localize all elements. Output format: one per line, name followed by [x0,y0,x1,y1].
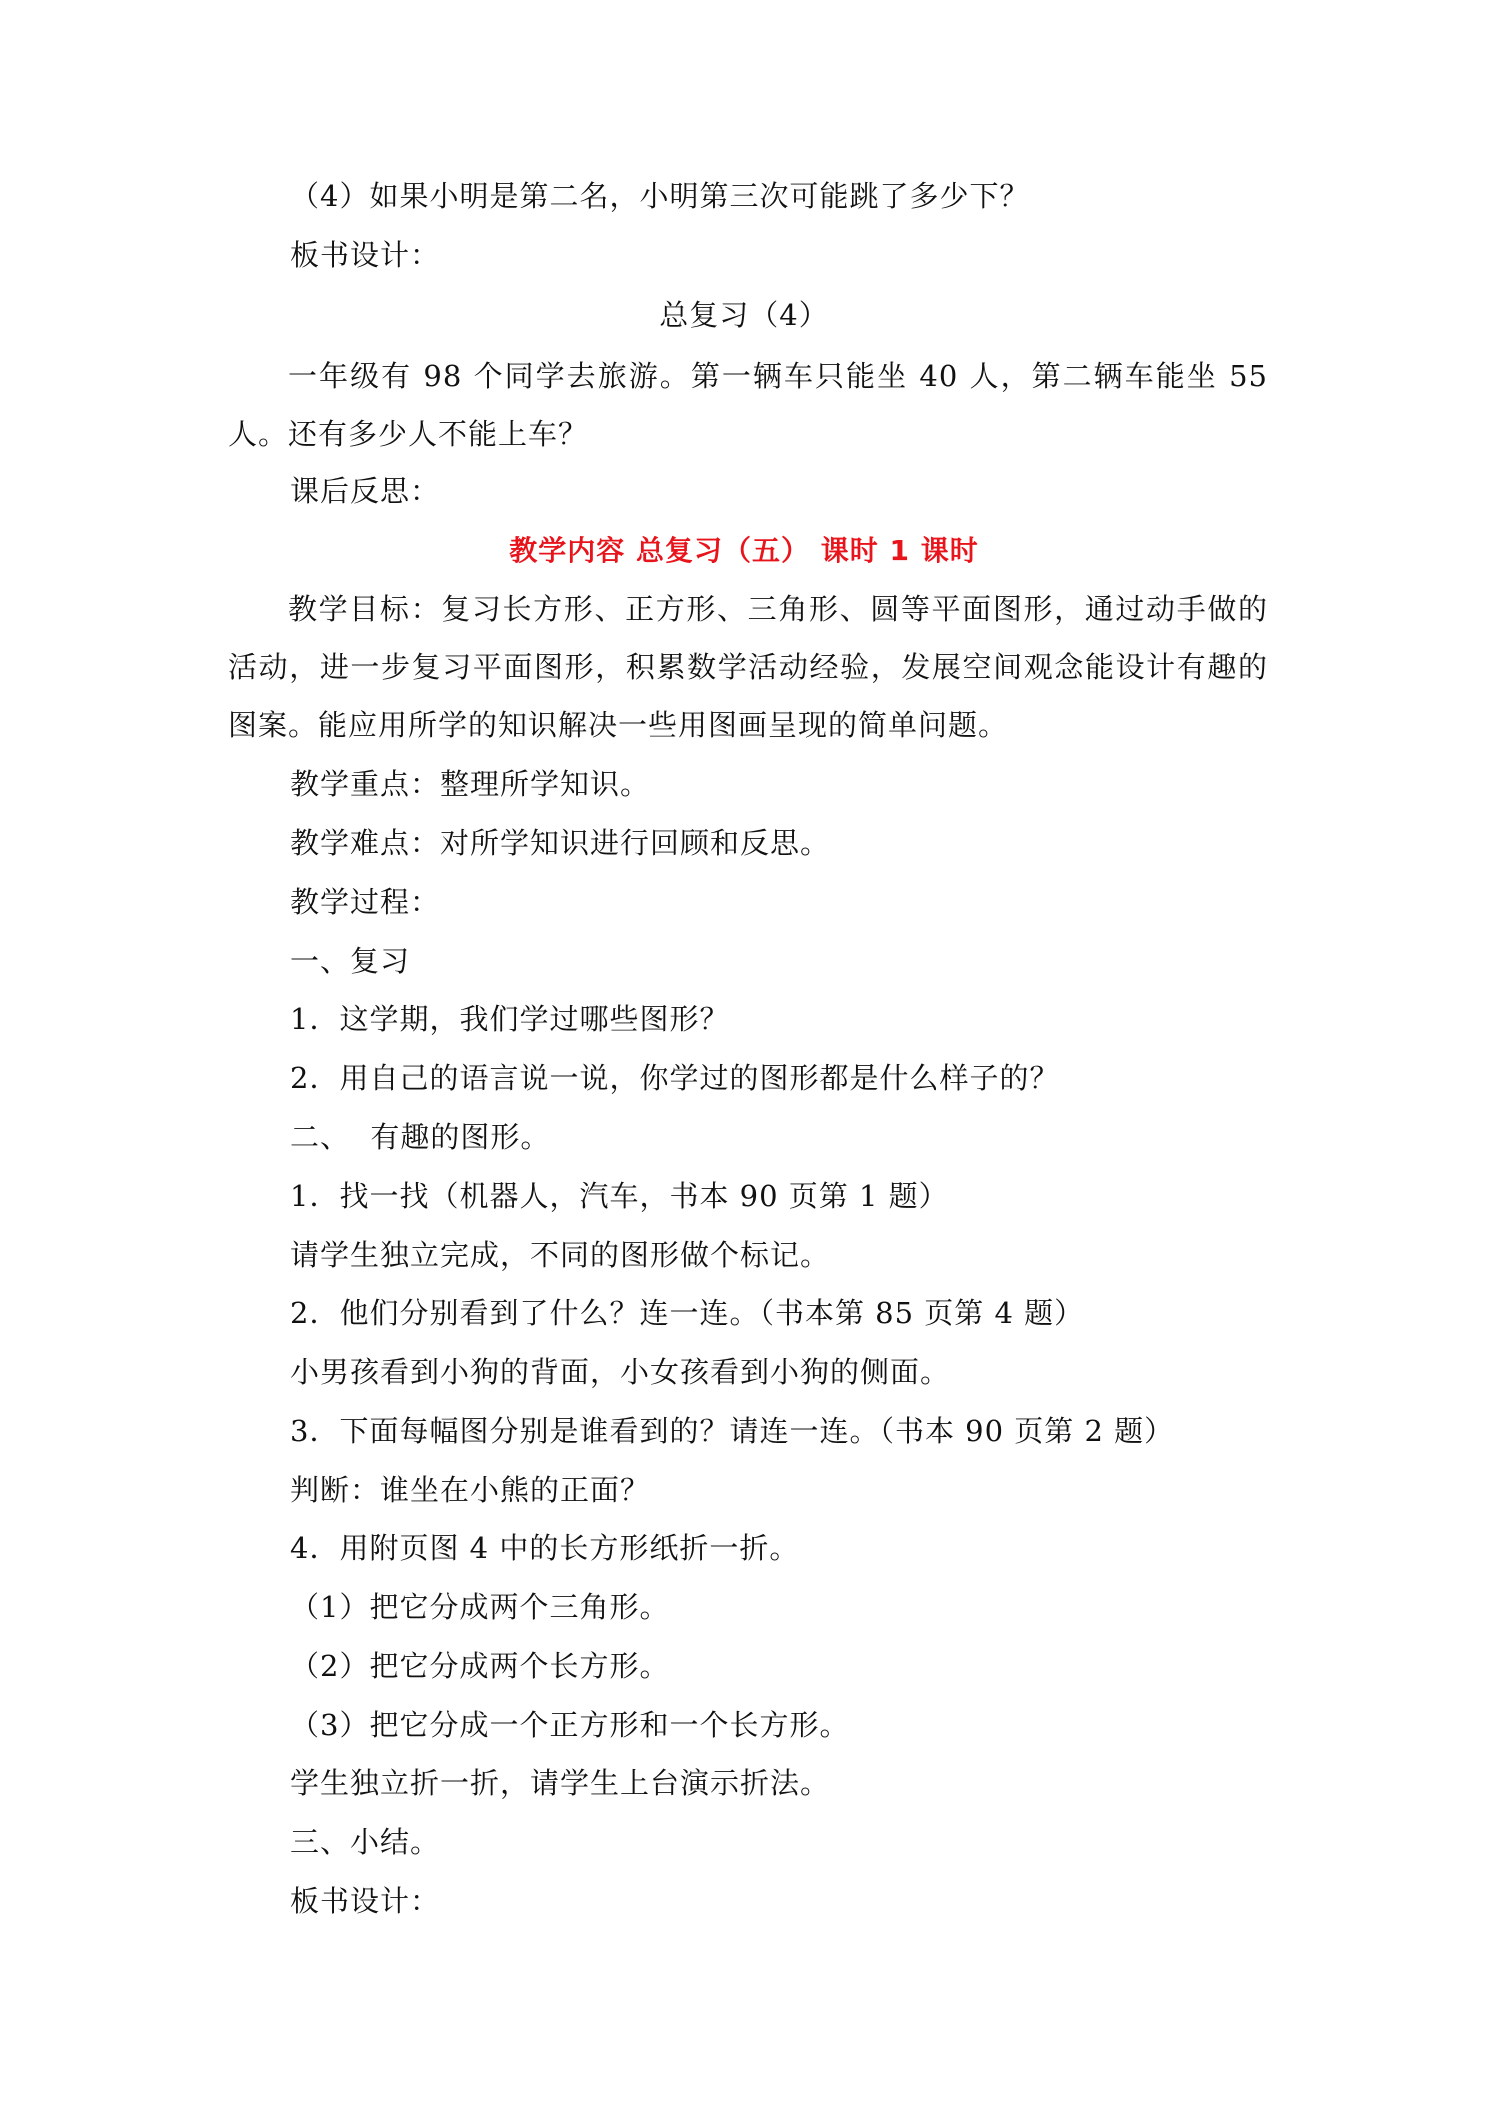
shapes-item-3: 3．下面每幅图分别是谁看到的？请连一连。（书本 90 页第 2 题） [290,1414,1175,1448]
board-design-label-2: 板书设计： [290,1884,441,1918]
shapes-item-4-sub-1: （1）把它分成两个三角形。 [290,1590,670,1624]
board-design-label: 板书设计： [290,238,441,272]
board-title: 总复习（4） [659,298,829,332]
section-summary-title: 三、小结。 [290,1825,441,1859]
section-shapes-title: 二、 有趣的图形。 [290,1120,551,1154]
key-points: 教学重点：整理所学知识。 [290,767,651,801]
shapes-item-4-sub-2: （2）把它分成两个长方形。 [290,1649,670,1683]
difficulties: 教学难点：对所学知识进行回顾和反思。 [290,826,831,860]
review-item-2: 2．用自己的语言说一说，你学过的图形都是什么样子的？ [290,1061,1060,1095]
review-item-1: 1．这学期，我们学过哪些图形？ [290,1002,730,1036]
shapes-item-1-note: 请学生独立完成，不同的图形做个标记。 [290,1238,831,1272]
shapes-item-4: 4．用附页图 4 中的长方形纸折一折。 [290,1531,800,1565]
shapes-item-3-note: 判断：谁坐在小熊的正面？ [290,1473,651,1507]
shapes-item-2: 2．他们分别看到了什么？连一连。（书本第 85 页第 4 题） [290,1296,1085,1330]
teaching-objectives: 教学目标：复习长方形、正方形、三角形、圆等平面图形，通过动手做的活动，进一步复习平面图形，积累数学活动经验，发展空间观念能设计有趣的图案。能应用所学的知识解决一些用图画呈现的简单问题。 [228,592,1268,742]
shapes-item-2-note: 小男孩看到小狗的背面，小女孩看到小狗的侧面。 [290,1355,951,1389]
reflection-label: 课后反思： [290,474,441,508]
process-label: 教学过程： [290,885,441,919]
shapes-item-4-note: 学生独立折一折，请学生上台演示折法。 [290,1766,831,1800]
section-review-title: 一、复习 [290,944,411,978]
shapes-item-4-sub-3: （3）把它分成一个正方形和一个长方形。 [290,1708,850,1742]
question-4: （4）如果小明是第二名，小明第三次可能跳了多少下？ [290,179,1030,213]
shapes-item-1: 1．找一找（机器人，汽车，书本 90 页第 1 题） [290,1179,949,1213]
word-problem: 一年级有 98 个同学去旅游。第一辆车只能坐 40 人，第二辆车能坐 55 人。还有多少人不能上车？ [228,359,1268,451]
lesson-heading: 教学内容 总复习（五） 课时 1 课时 [509,534,979,567]
